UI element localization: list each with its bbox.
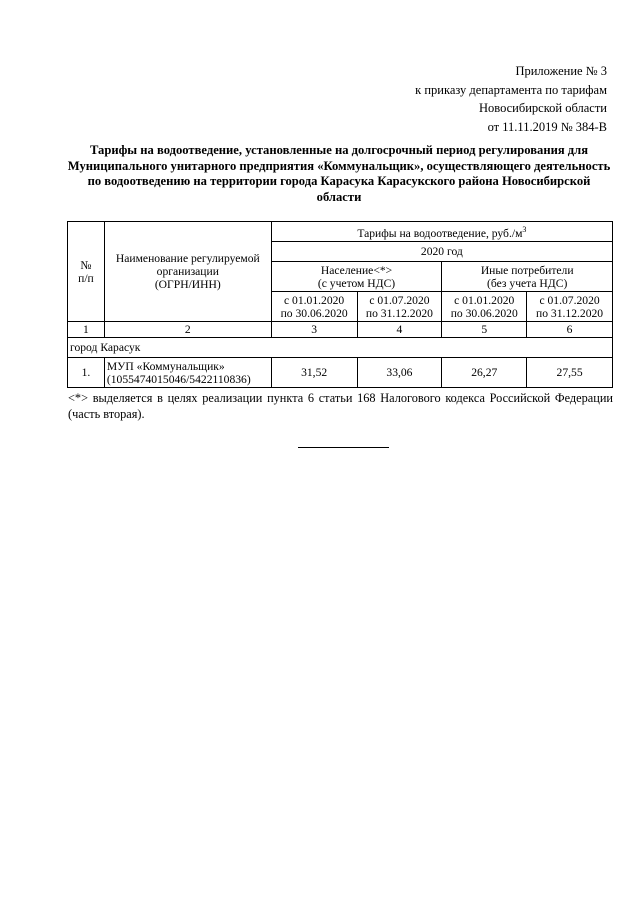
header-tariffs <box>271 222 612 242</box>
header-organization: Наименование регулируемой организации (ОГРН/ИНН) <box>104 222 271 322</box>
tariff-others-h2: 27,55 <box>527 358 613 388</box>
document-title: Тарифы на водоотведение, установленные на долгосрочный период регулирования для Муниципального унитарного предприятия «Коммунальщик», осуществляющего деятельность по водоотведению на территории города Карасука Карасукского района Новосибирской области <box>67 143 611 204</box>
column-number-2: 2 <box>104 322 271 338</box>
table-row <box>68 358 613 388</box>
group-population-vat: (с учетом НДС) <box>317 276 396 290</box>
header-period-1: с 01.01.2020 по 30.06.2020 <box>271 292 357 322</box>
header-group-population <box>271 262 442 292</box>
appendix-block <box>415 62 607 136</box>
column-number-1: 1 <box>68 322 105 338</box>
header-group-others <box>442 262 613 292</box>
group-others-name: Иные потребители <box>480 263 574 277</box>
separator-line <box>298 447 389 448</box>
column-number-4: 4 <box>357 322 442 338</box>
column-number-3: 3 <box>271 322 357 338</box>
header-tariffs-sup: 3 <box>522 225 527 235</box>
group-others-vat: (без учета НДС) <box>487 276 568 290</box>
tariff-population-h2: 33,06 <box>357 358 442 388</box>
city-row: город Карасук <box>68 338 613 358</box>
appendix-number: Приложение № 3 <box>515 64 607 78</box>
appendix-order-date: от 11.11.2019 № 384-В <box>487 119 607 134</box>
tariff-table <box>67 221 613 388</box>
header-period-4: с 01.07.2020 по 31.12.2020 <box>527 292 613 322</box>
header-tariffs-text: Тарифы на водоотведение, руб./м <box>357 226 523 240</box>
group-population-name: Население<*> <box>320 263 393 277</box>
row-organization: МУП «Коммунальщик» (1055474015046/5422110836) <box>104 358 271 388</box>
header-row-number: № п/п <box>68 222 105 322</box>
column-number-5: 5 <box>442 322 527 338</box>
appendix-region: Новосибирской области <box>478 101 607 115</box>
header-period-3: с 01.01.2020 по 30.06.2020 <box>442 292 527 322</box>
tariff-others-h1: 26,27 <box>442 358 527 388</box>
footnote: <*> выделяется в целях реализации пункта 6 статьи 168 Налогового кодекса Российской Федерации (часть вторая). <box>68 391 613 421</box>
header-year: 2020 год <box>271 242 612 262</box>
row-number: 1. <box>68 358 105 388</box>
header-period-2: с 01.07.2020 по 31.12.2020 <box>357 292 442 322</box>
appendix-order-ref: к приказу департамента по тарифам <box>415 82 607 97</box>
tariff-population-h1: 31,52 <box>271 358 357 388</box>
column-number-6: 6 <box>527 322 613 338</box>
